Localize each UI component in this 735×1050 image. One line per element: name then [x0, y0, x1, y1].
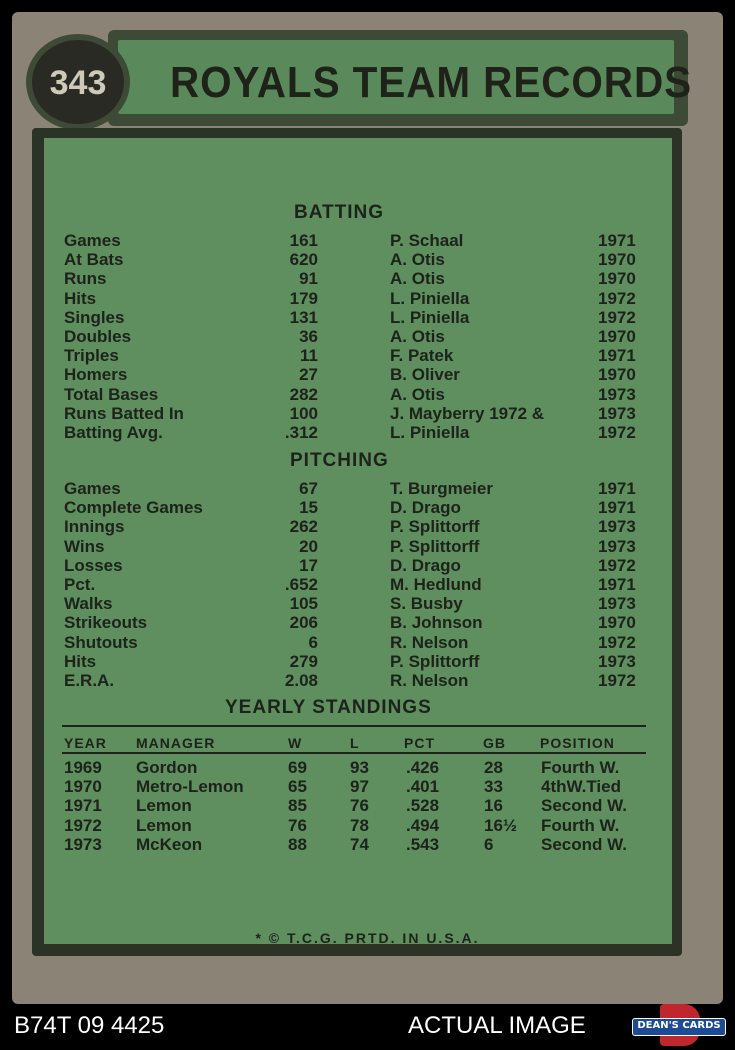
- pitching-record-value: 17: [299, 555, 318, 575]
- batting-category: Doubles: [64, 327, 132, 346]
- col-gb: GB: [483, 735, 506, 751]
- pitching-category: Losses: [64, 555, 123, 575]
- standings-position: 4thW.Tied: [541, 777, 621, 797]
- standings-gb: 6: [484, 834, 494, 854]
- standings-l: 74: [350, 834, 369, 854]
- batting-record-value: 179: [289, 288, 318, 308]
- batting-category: Hits: [64, 288, 97, 308]
- batting-record-value: 91: [299, 269, 318, 289]
- standings-position: Fourth W.: [541, 815, 620, 835]
- batting-record-holder: F. Patek: [390, 346, 454, 366]
- pitching-record-year: 1972: [598, 671, 636, 690]
- batting-record-value: 36: [299, 327, 318, 346]
- pitching-record-year: 1971: [598, 575, 636, 594]
- pitching-record-year: 1973: [598, 651, 636, 671]
- batting-record-value: .312: [284, 423, 318, 442]
- pitching-category: Pct.: [64, 575, 96, 594]
- batting-category: Runs Batted In: [64, 403, 184, 423]
- standings-gb: 16½: [484, 815, 518, 835]
- pitching-category: Wins: [64, 536, 105, 556]
- batting-record-year: 1970: [598, 250, 636, 270]
- col-w: W: [288, 735, 303, 751]
- batting-record-year: 1973: [598, 384, 636, 404]
- pitching-record-year: 1973: [598, 517, 636, 537]
- standings-header-rule: [62, 752, 646, 754]
- batting-category: Batting Avg.: [64, 423, 163, 442]
- pitching-record-value: 105: [289, 594, 318, 614]
- col-position: POSITION: [540, 735, 615, 751]
- standings-year: 1969: [64, 758, 102, 777]
- pitching-record-holder: R. Nelson: [390, 671, 469, 690]
- batting-record-value: 620: [289, 250, 318, 270]
- batting-record-year: 1970: [598, 269, 636, 289]
- batting-record-year: 1971: [598, 231, 636, 250]
- pitching-record-value: .652: [284, 575, 318, 594]
- standings-w: 65: [288, 777, 307, 797]
- standings-l: 76: [350, 796, 369, 816]
- standings-year: 1970: [64, 777, 102, 797]
- batting-heading: BATTING: [294, 202, 385, 223]
- pitching-record-year: 1972: [598, 555, 636, 575]
- batting-record-holder: P. Schaal: [390, 231, 464, 250]
- standings-l: 97: [350, 777, 369, 797]
- batting-record-value: 100: [289, 403, 318, 423]
- batting-record-holder: A. Otis: [390, 327, 445, 346]
- standings-year: 1971: [64, 796, 102, 816]
- pitching-record-holder: P. Splittorff: [390, 536, 480, 556]
- batting-record-year: 1972: [598, 307, 636, 327]
- standings-l: 93: [350, 758, 369, 777]
- standings-position: Second W.: [541, 796, 627, 816]
- pitching-record-value: 15: [299, 498, 318, 518]
- pitching-record-value: 206: [289, 613, 318, 633]
- card-title: ROYALS TEAM RECORDS: [170, 58, 693, 107]
- standings-year: 1972: [64, 815, 102, 835]
- col-manager: MANAGER: [136, 735, 216, 751]
- standings-gb: 16: [484, 796, 503, 816]
- standings-manager: Gordon: [136, 758, 198, 777]
- pitching-category: Innings: [64, 517, 125, 537]
- pitching-record-value: 262: [289, 517, 318, 537]
- pitching-record-value: 6: [308, 632, 318, 652]
- standings-manager: Lemon: [136, 815, 192, 835]
- pitching-heading: PITCHING: [290, 450, 389, 471]
- standings-position: Fourth W.: [541, 758, 620, 777]
- batting-record-year: 1972: [598, 423, 636, 442]
- pitching-record-value: 2.08: [284, 671, 318, 690]
- pitching-category: Games: [64, 479, 121, 498]
- pitching-record-year: 1970: [598, 613, 636, 633]
- batting-record-holder: L. Piniella: [390, 288, 470, 308]
- pitching-category: Hits: [64, 651, 97, 671]
- pitching-record-year: 1971: [598, 479, 636, 498]
- standings-manager: Lemon: [136, 796, 192, 816]
- batting-record-year: 1970: [598, 327, 636, 346]
- batting-category: Triples: [64, 346, 119, 366]
- col-pct: PCT: [404, 735, 435, 751]
- pitching-record-holder: P. Splittorff: [390, 651, 480, 671]
- standings-l: 78: [350, 815, 369, 835]
- standings-manager: Metro-Lemon: [136, 777, 244, 797]
- batting-record-year: 1971: [598, 346, 636, 366]
- pitching-record-holder: T. Burgmeier: [390, 479, 493, 498]
- pitching-record-year: 1971: [598, 498, 636, 518]
- copyright-note: * © T.C.G. PRTD. IN U.S.A.: [255, 930, 480, 946]
- pitching-record-holder: S. Busby: [390, 594, 463, 614]
- pitching-category: Walks: [64, 594, 113, 614]
- batting-record-holder: A. Otis: [390, 250, 445, 270]
- batting-record-value: 27: [299, 365, 318, 385]
- card-number: 343: [49, 64, 107, 102]
- batting-record-holder: L. Piniella: [390, 307, 470, 327]
- batting-category: Games: [64, 231, 121, 250]
- standings-manager: McKeon: [136, 834, 203, 854]
- batting-category: At Bats: [64, 250, 124, 270]
- pitching-record-value: 279: [289, 651, 318, 671]
- standings-pct: .494: [406, 815, 440, 835]
- batting-record-holder: A. Otis: [390, 269, 445, 289]
- batting-record-value: 282: [289, 384, 318, 404]
- batting-record-year: 1972: [598, 288, 636, 308]
- batting-record-value: 11: [300, 346, 318, 366]
- col-l: L: [350, 735, 360, 751]
- inventory-code: B74T 09 4425: [14, 1012, 165, 1039]
- batting-record-holder: B. Oliver: [390, 365, 460, 385]
- pitching-record-holder: R. Nelson: [390, 632, 469, 652]
- batting-record-holder: J. Mayberry 1972 &: [390, 403, 545, 423]
- pitching-record-holder: P. Splittorff: [390, 517, 480, 537]
- batting-category: Homers: [64, 365, 128, 385]
- standings-pct: .543: [406, 834, 440, 854]
- pitching-category: Shutouts: [64, 632, 138, 652]
- standings-pct: .528: [406, 796, 440, 816]
- standings-gb: 28: [484, 758, 503, 777]
- standings-heading: YEARLY STANDINGS: [225, 697, 432, 718]
- standings-position: Second W.: [541, 834, 627, 854]
- deans-cards-logo: [632, 1004, 724, 1046]
- logo-text: DEAN'S CARDS: [637, 1020, 721, 1031]
- batting-record-holder: L. Piniella: [390, 423, 470, 442]
- standings-pct: .426: [406, 758, 440, 777]
- standings-w: 85: [288, 796, 307, 816]
- pitching-record-year: 1973: [598, 594, 636, 614]
- pitching-category: Strikeouts: [64, 613, 148, 633]
- pitching-category: E.R.A.: [64, 671, 115, 690]
- pitching-record-holder: D. Drago: [390, 498, 461, 518]
- pitching-record-value: 67: [299, 479, 318, 498]
- actual-image-label: ACTUAL IMAGE: [408, 1012, 586, 1039]
- standings-pct: .401: [406, 777, 440, 797]
- batting-category: Total Bases: [64, 384, 159, 404]
- batting-record-year: 1970: [598, 365, 636, 385]
- standings-year: 1973: [64, 834, 102, 854]
- pitching-record-year: 1973: [598, 536, 636, 556]
- pitching-record-value: 20: [299, 536, 318, 556]
- title-bar: [108, 30, 693, 126]
- batting-category: Runs: [64, 269, 107, 289]
- standings-gb: 33: [484, 777, 503, 797]
- standings-w: 69: [288, 758, 307, 777]
- batting-record-value: 161: [289, 231, 318, 250]
- batting-record-holder: A. Otis: [390, 384, 445, 404]
- batting-record-value: 131: [289, 307, 318, 327]
- standings-w: 76: [288, 815, 307, 835]
- pitching-category: Complete Games: [64, 498, 203, 518]
- col-year: YEAR: [64, 735, 107, 751]
- pitching-record-holder: D. Drago: [390, 555, 461, 575]
- pitching-record-year: 1972: [598, 632, 636, 652]
- standings-w: 88: [288, 834, 307, 854]
- standings-top-rule: [62, 725, 646, 727]
- pitching-record-holder: M. Hedlund: [390, 575, 482, 594]
- batting-category: Singles: [64, 307, 125, 327]
- batting-record-year: 1973: [598, 403, 636, 423]
- pitching-record-holder: B. Johnson: [390, 613, 483, 633]
- card-number-badge: [26, 34, 130, 130]
